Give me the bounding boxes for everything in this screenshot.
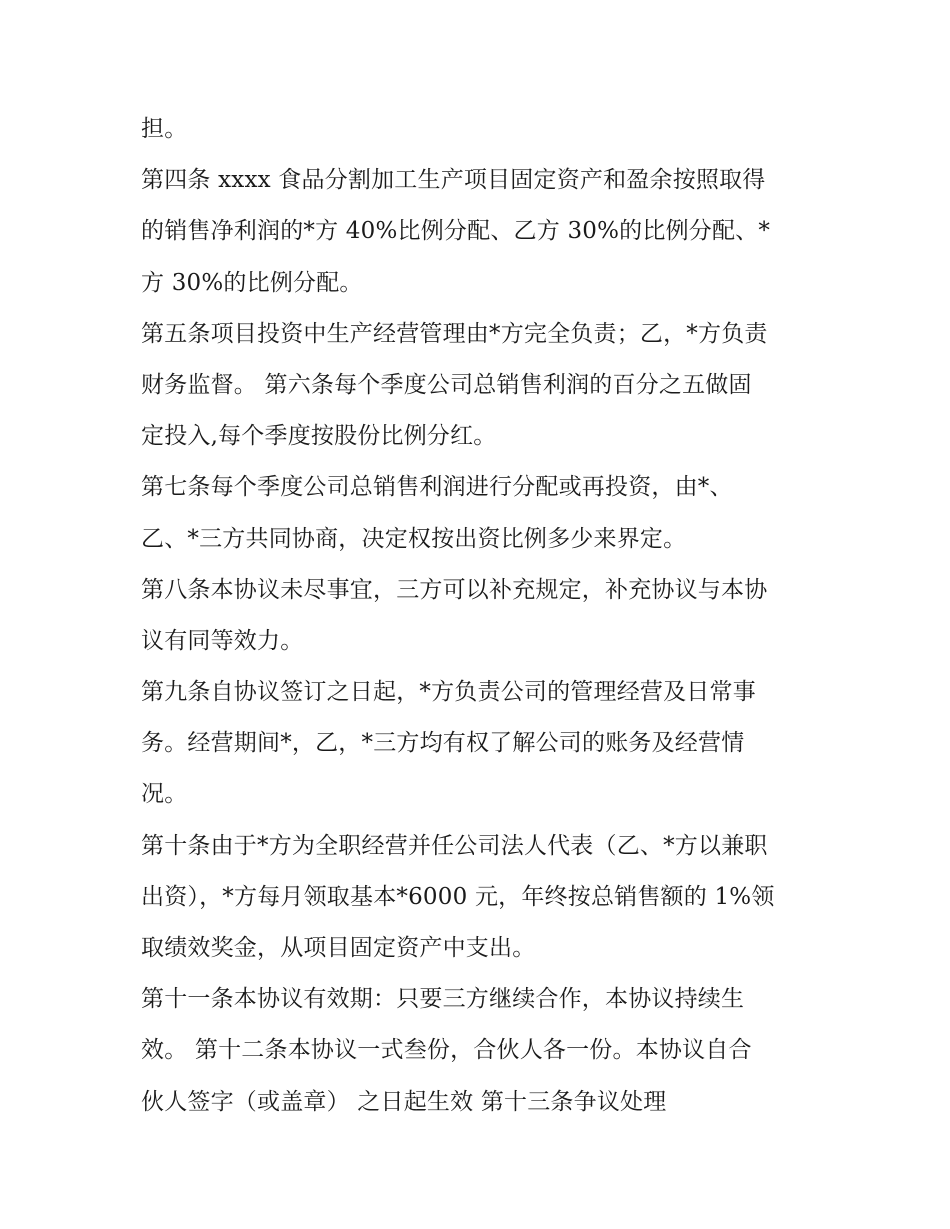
text-line: 议有同等效力。	[141, 627, 304, 654]
text-line: 第十一条本协议有效期：只要三方继续合作，本协议持续生	[141, 986, 745, 1013]
text-line: 第十条由于*方为全职经营并任公司法人代表（乙、*方以兼职	[141, 832, 768, 859]
text-line: 第八条本协议未尽事宜，三方可以补充规定，补充协议与本协	[141, 576, 768, 603]
text-line: 担。	[141, 116, 188, 142]
text-line: 第五条项目投资中生产经营管理由*方完全负责；乙，*方负责	[141, 320, 768, 347]
text-line: 效。 第十二条本协议一式叁份，合伙人各一份。本协议自合	[141, 1037, 752, 1064]
text-line: 财务监督。 第六条每个季度公司总销售利润的百分之五做固	[141, 371, 752, 398]
text-line: 第四条 xxxx 食品分割加工生产项目固定资产和盈余按照取得	[141, 167, 766, 194]
text-line: 的销售净利润的*方 40%比例分配、乙方 30%的比例分配、*	[141, 218, 771, 245]
text-line: 第九条自协议签订之日起，*方负责公司的管理经营及日常事	[141, 679, 756, 706]
text-line: 况。	[141, 781, 188, 808]
text-line: 定投入,每个季度按股份比例分红。	[141, 423, 497, 450]
text-line: 方 30%的比例分配。	[141, 269, 363, 296]
text-line: 第七条每个季度公司总销售利润进行分配或再投资，由*、	[141, 474, 733, 501]
text-line: 取绩效奖金，从项目固定资产中支出。	[141, 935, 536, 961]
agreement-text	[141, 104, 821, 1128]
text-line: 伙人签字（或盖章） 之日起生效 第十三条争议处理	[141, 1088, 667, 1115]
text-line: 出资），*方每月领取基本*6000 元，年终按总销售额的 1%领	[141, 883, 775, 910]
text-line: 务。经营期间*，乙，*三方均有权了解公司的账务及经营情	[141, 730, 745, 757]
text-line: 乙、*三方共同协商，决定权按出资比例多少来界定。	[141, 525, 687, 552]
